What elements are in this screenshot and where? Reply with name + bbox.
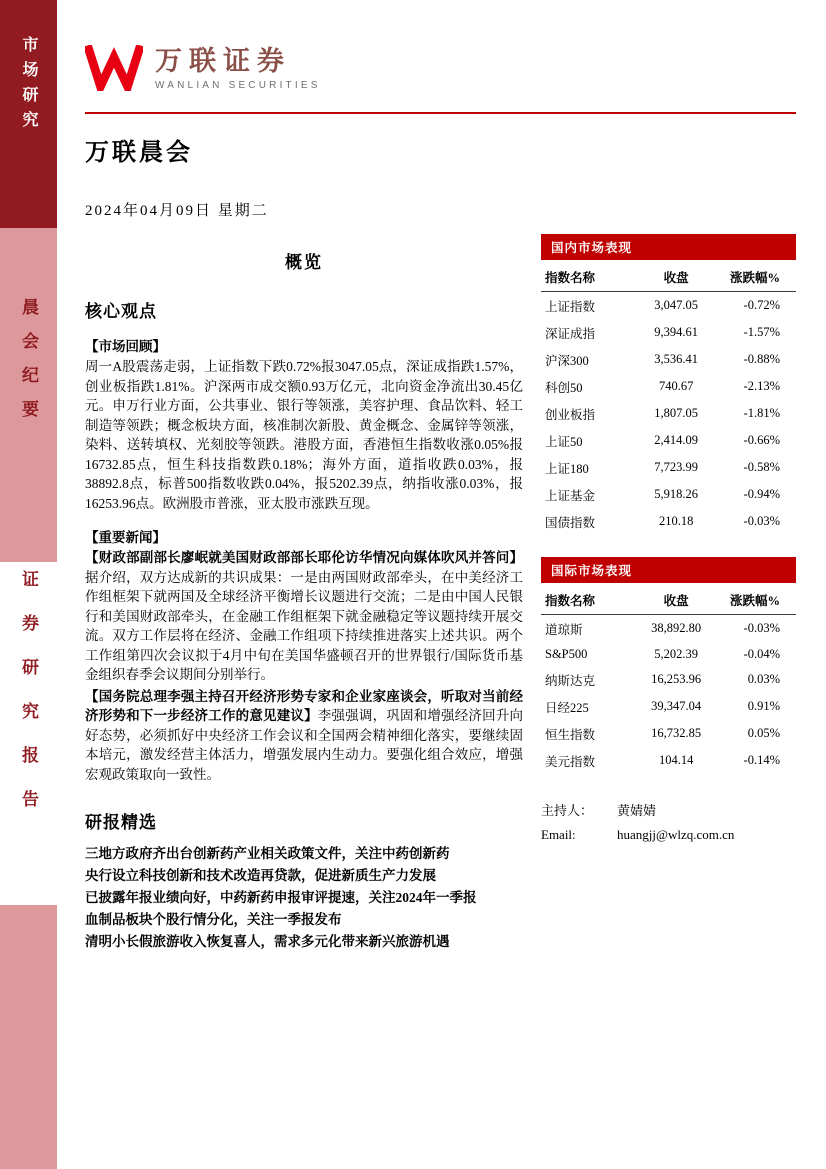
important-news-tag: 【重要新闻】 [85,530,166,545]
table-row [541,666,796,693]
column-header-change: 涨跌幅% [725,262,796,292]
table-cell: 恒生指数 [545,727,596,742]
table-cell: 科创50 [545,380,583,395]
domestic-market-block [541,234,796,535]
research-picks-heading: 研报精选 [85,813,157,832]
table-row [541,747,796,774]
brand-header [85,36,796,100]
table-row [541,400,796,427]
table-cell: S&P500 [545,646,588,661]
table-cell: 3,536.41 [654,352,698,366]
table-cell: 5,202.39 [654,646,698,661]
table-cell: 创业板指 [545,407,596,422]
table-cell: 210.18 [658,514,694,528]
domestic-market-table [541,262,796,535]
table-cell: 9,394.61 [654,325,698,339]
table-cell: 39,347.04 [651,699,702,713]
table-cell: 0.03% [747,672,780,686]
table-header-row [541,585,796,615]
research-pick-item: 已披露年报业绩向好，中药新药申报审评提速，关注2024年一季报 [85,890,477,905]
news-item-1-body: 据介绍，双方达成新的共识成果：一是由两国财政部牵头，在中美经济工作组框架下就两国及全球经济平衡增长议题进行交流；二是由中国人民银行和美国财政部牵头，在金融工作组框架下就金融稳定等议题持续开展交流。双方工作层将在经济、金融工作组项下持续推进落实上述共识。两个工作组第四次会议拟于4月中旬在美国华盛顿召开的世界银行/国际货币基金组织春季会议期间分别举行。 [85,569,523,682]
table-cell: -0.72% [743,298,780,312]
table-cell: 16,732.85 [651,726,702,740]
news-item-1 [85,548,523,685]
table-row [541,693,796,720]
research-picks-list [85,843,523,953]
column-header-index-name: 指数名称 [541,262,628,292]
side-banner [0,0,57,1169]
table-row [541,319,796,346]
table-cell: -0.03% [743,514,780,528]
international-market-block [541,557,796,774]
table-cell: 上证指数 [545,299,596,314]
table-cell: 1,807.05 [654,406,698,420]
table-cell: 0.05% [747,726,780,740]
table-cell: 深证成指 [545,326,596,341]
table-row [541,373,796,400]
side-label-market-research: 市场研究 [20,36,37,136]
table-row [541,642,796,666]
core-views-heading: 核心观点 [85,302,157,321]
domestic-market-table-title: 国内市场表现 [541,234,796,260]
email-link[interactable]: huangjj@wlzq.com.cn [617,827,735,842]
table-cell: -1.57% [743,325,780,339]
table-cell: -0.14% [743,753,780,767]
table-row [541,427,796,454]
wanlian-logo-icon [85,45,143,91]
column-header-close: 收盘 [628,585,725,615]
table-cell: 沪深300 [545,353,589,368]
brand-name-en: WANLIAN SECURITIES [155,79,321,91]
overview-heading: 概览 [285,253,323,272]
side-banner-bottom-block [0,905,57,1169]
news-item-2-title: 【国务院总理李强主持召开经济形势专家和企业家座谈会，听取对当前经济形势和下一步经济工作的意见建议】 [85,688,523,723]
table-cell: -2.13% [743,379,780,393]
table-cell: 纳斯达克 [545,673,596,688]
table-cell: 0.91% [747,699,780,713]
table-header-row [541,262,796,292]
column-header-change: 涨跌幅% [725,585,796,615]
market-review-text: 周一A股震荡走弱，上证指数下跌0.72%报3047.05点，深证成指跌1.57%，创业板指跌1.81%。沪深两市成交额0.93万亿元，北向资金净流出30.45亿元。申万行业方面，公共事业、银行等领涨，美容护理、食品饮料、轻工制造等领跌；概念板块方面，核准制次新股、黄金概念、金属锌等领涨，染料、送转填权、光刻胶等领跌。港股方面，香港恒生指数收涨0.05%报16732.85点，恒生科技指数跌0.18%；海外方面，道指收跌0.03%，报38892.8点，标普500指数收跌0.04%，报5202.39点，纳指收涨0.03%，报16253.96点。欧洲股市普涨，亚太股市涨跌互现。 [85,359,523,511]
table-cell: 104.14 [658,753,694,767]
table-row [541,508,796,535]
research-pick-item: 清明小长假旅游收入恢复喜人，需求多元化带来新兴旅游机遇 [85,934,450,949]
side-banner-pink-block [0,228,57,562]
right-column [541,234,796,953]
news-item-2 [85,687,523,785]
side-banner-top-block [0,0,57,228]
table-cell: -0.04% [743,646,780,661]
market-review-tag: 【市场回顾】 [85,339,166,354]
table-cell: -0.03% [743,621,780,635]
table-cell: 2,414.09 [654,433,698,447]
table-row [541,346,796,373]
table-cell: 日经225 [545,700,589,715]
column-header-index-name: 指数名称 [541,585,628,615]
table-row [541,454,796,481]
table-cell: 3,047.05 [654,298,698,312]
side-banner-white-block [0,562,57,905]
contact-host-row [541,800,796,819]
table-cell: 上证180 [545,461,589,476]
table-cell: 道琼斯 [545,622,583,637]
host-name: 黄婧婧 [617,803,657,818]
table-cell: 16,253.96 [651,672,702,686]
table-row [541,481,796,508]
international-market-table-title: 国际市场表现 [541,557,796,583]
side-label-research-report: 证券研究报告 [19,570,38,834]
main-content [57,0,826,1169]
news-item-1-title: 【财政部副部长廖岷就美国财政部部长耶伦访华情况向媒体吹风并答问】 [85,550,523,565]
table-cell: 5,918.26 [654,487,698,501]
table-cell: 上证基金 [545,488,596,503]
table-cell: 上证50 [545,434,583,449]
left-column [85,226,523,953]
email-label: Email: [541,827,576,842]
report-date: 2024年04月09日 星期二 [85,203,269,219]
international-market-table [541,585,796,774]
table-cell: -1.81% [743,406,780,420]
contact-block [541,800,796,843]
table-cell: 38,892.80 [651,621,702,635]
table-row [541,292,796,320]
table-row [541,720,796,747]
brand-text [155,46,321,91]
side-label-morning-minutes: 晨会纪要 [19,298,38,434]
table-cell: -0.88% [743,352,780,366]
table-cell: 740.67 [658,379,694,393]
table-cell: 国债指数 [545,515,596,530]
research-pick-item: 血制品板块个股行情分化，关注一季报发布 [85,912,342,927]
column-header-close: 收盘 [628,262,725,292]
table-row [541,615,796,643]
table-cell: -0.58% [743,460,780,474]
table-cell: -0.66% [743,433,780,447]
table-cell: -0.94% [743,487,780,501]
header-divider [85,112,796,114]
content-columns [85,226,796,953]
table-cell: 美元指数 [545,754,596,769]
page-title: 万联晨会 [85,140,193,166]
research-pick-item: 三地方政府齐出台创新药产业相关政策文件，关注中药创新药 [85,846,450,861]
contact-email-row [541,827,796,843]
research-pick-item: 央行设立科技创新和技术改造再贷款，促进新质生产力发展 [85,868,436,883]
host-label: 主持人： [541,803,594,818]
table-cell: 7,723.99 [654,460,698,474]
news-item-2-body: 李强强调，巩固和增强经济回升向好态势，必须抓好中央经济工作会议和全国两会精神细化落实，要继续固本培元，激发经营主体活力，增强发展内生动力。要强化组合效应，增强宏观政策取向一致性。 [85,708,524,782]
brand-name-cn: 万联证券 [155,45,291,76]
